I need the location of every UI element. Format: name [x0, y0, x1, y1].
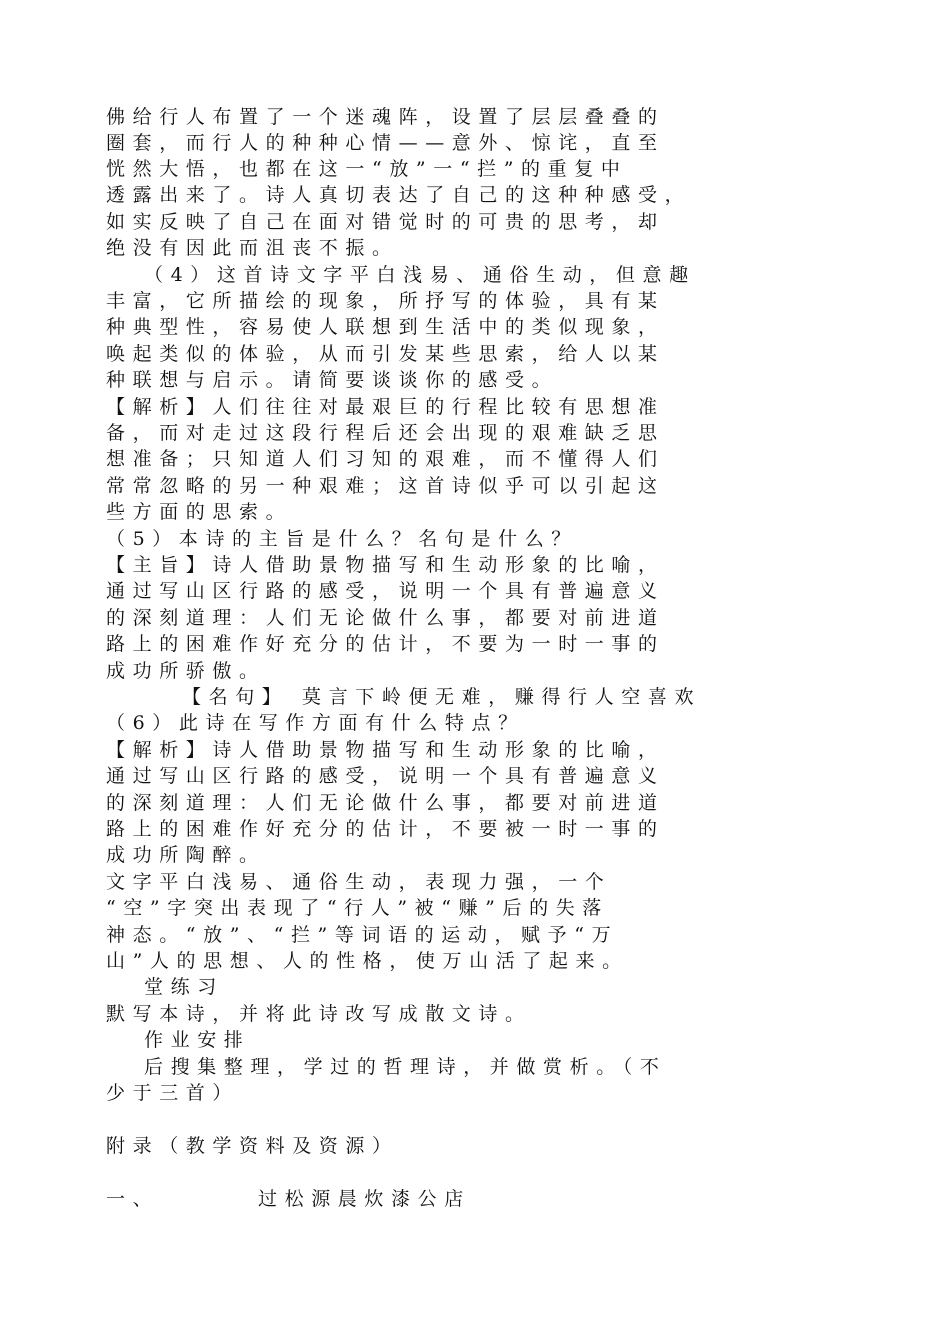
text-line: 成功所陶醉。 — [106, 844, 266, 866]
text-line: 恍然大悟，也都在这一“放”一“拦”的重复中 — [106, 158, 628, 180]
text-line: 神态。“放”、“拦”等词语的运动，赋予“万 — [106, 924, 619, 946]
text-line: 常常忽略的另一种艰难；这首诗似乎可以引起这 — [106, 475, 665, 497]
section-heading: 堂练习 — [144, 976, 224, 998]
text-line: 如实反映了自己在面对错觉时的可贵的思考，却 — [106, 211, 665, 233]
text-line: 圈套，而行人的种种心情——意外、惊诧，直至 — [106, 132, 665, 154]
question-4: （4）这首诗文字平白浅易、通俗生动，但意趣 — [144, 264, 696, 286]
text-line: “空”字突出表现了“行人”被“赚”后的失落 — [106, 897, 609, 919]
text-line: 的深刻道理：人们无论做什么事，都要对前进道 — [106, 607, 665, 629]
poem-title: 过松源晨炊漆公店 — [258, 1188, 471, 1210]
analysis-heading: 【解析】诗人借助景物描写和生动形象的比喻， — [106, 739, 665, 761]
text-line: 丰富，它所描绘的现象，所抒写的体验，具有某 — [106, 290, 665, 312]
text-line: 成功所骄傲。 — [106, 660, 266, 682]
famous-line: 【名句】 莫言下岭便无难，赚得行人空喜欢 — [182, 686, 702, 708]
text-line: 的深刻道理：人们无论做什么事，都要对前进道 — [106, 792, 665, 814]
question-5: （5）本诗的主旨是什么？名句是什么？ — [106, 528, 578, 550]
text-line: 唤起类似的体验，从而引发某些思索，给人以某 — [106, 343, 665, 365]
text-line: 种典型性，容易使人联想到生活中的类似现象， — [106, 316, 665, 338]
text-line: 后搜集整理，学过的哲理诗，并做赏析。（不 — [144, 1056, 667, 1078]
text-line: 透露出来了。诗人真切表达了自己的这种种感受， — [106, 184, 692, 206]
theme-heading: 【主旨】诗人借助景物描写和生动形象的比喻， — [106, 554, 665, 576]
analysis-heading: 【解析】人们往往对最艰巨的行程比较有思想准 — [106, 396, 665, 418]
text-line: 想准备；只知道人们习知的艰难，而不懂得人们 — [106, 448, 665, 470]
text-line: 路上的困难作好充分的估计，不要被一时一事的 — [106, 818, 665, 840]
text-line: 通过写山区行路的感受，说明一个具有普遍意义 — [106, 580, 665, 602]
text-line: 路上的困难作好充分的估计，不要为一时一事的 — [106, 633, 665, 655]
appendix-heading: 附录（教学资料及资源） — [106, 1135, 399, 1157]
list-number: 一、 — [106, 1188, 160, 1210]
text-line: 通过写山区行路的感受，说明一个具有普遍意义 — [106, 765, 665, 787]
question-6: （6）此诗在写作方面有什么特点？ — [106, 712, 525, 734]
text-line: 少于三首） — [106, 1082, 240, 1104]
text-line: 些方面的思索。 — [106, 501, 293, 523]
text-line: 种联想与启示。请简要谈谈你的感受。 — [106, 369, 559, 391]
text-line: 文字平白浅易、通俗生动，表现力强，一个 — [106, 871, 612, 893]
text-line: 备，而对走过这段行程后还会出现的艰难缺乏思 — [106, 422, 665, 444]
text-line: 绝没有因此而沮丧不振。 — [106, 237, 399, 259]
text-line: 山”人的思想、人的性格，使万山活了起来。 — [106, 950, 629, 972]
section-heading: 作业安排 — [144, 1029, 251, 1051]
text-line: 默写本诗，并将此诗改写成散文诗。 — [106, 1003, 532, 1025]
text-line: 佛给行人布置了一个迷魂阵，设置了层层叠叠的 — [106, 106, 665, 128]
